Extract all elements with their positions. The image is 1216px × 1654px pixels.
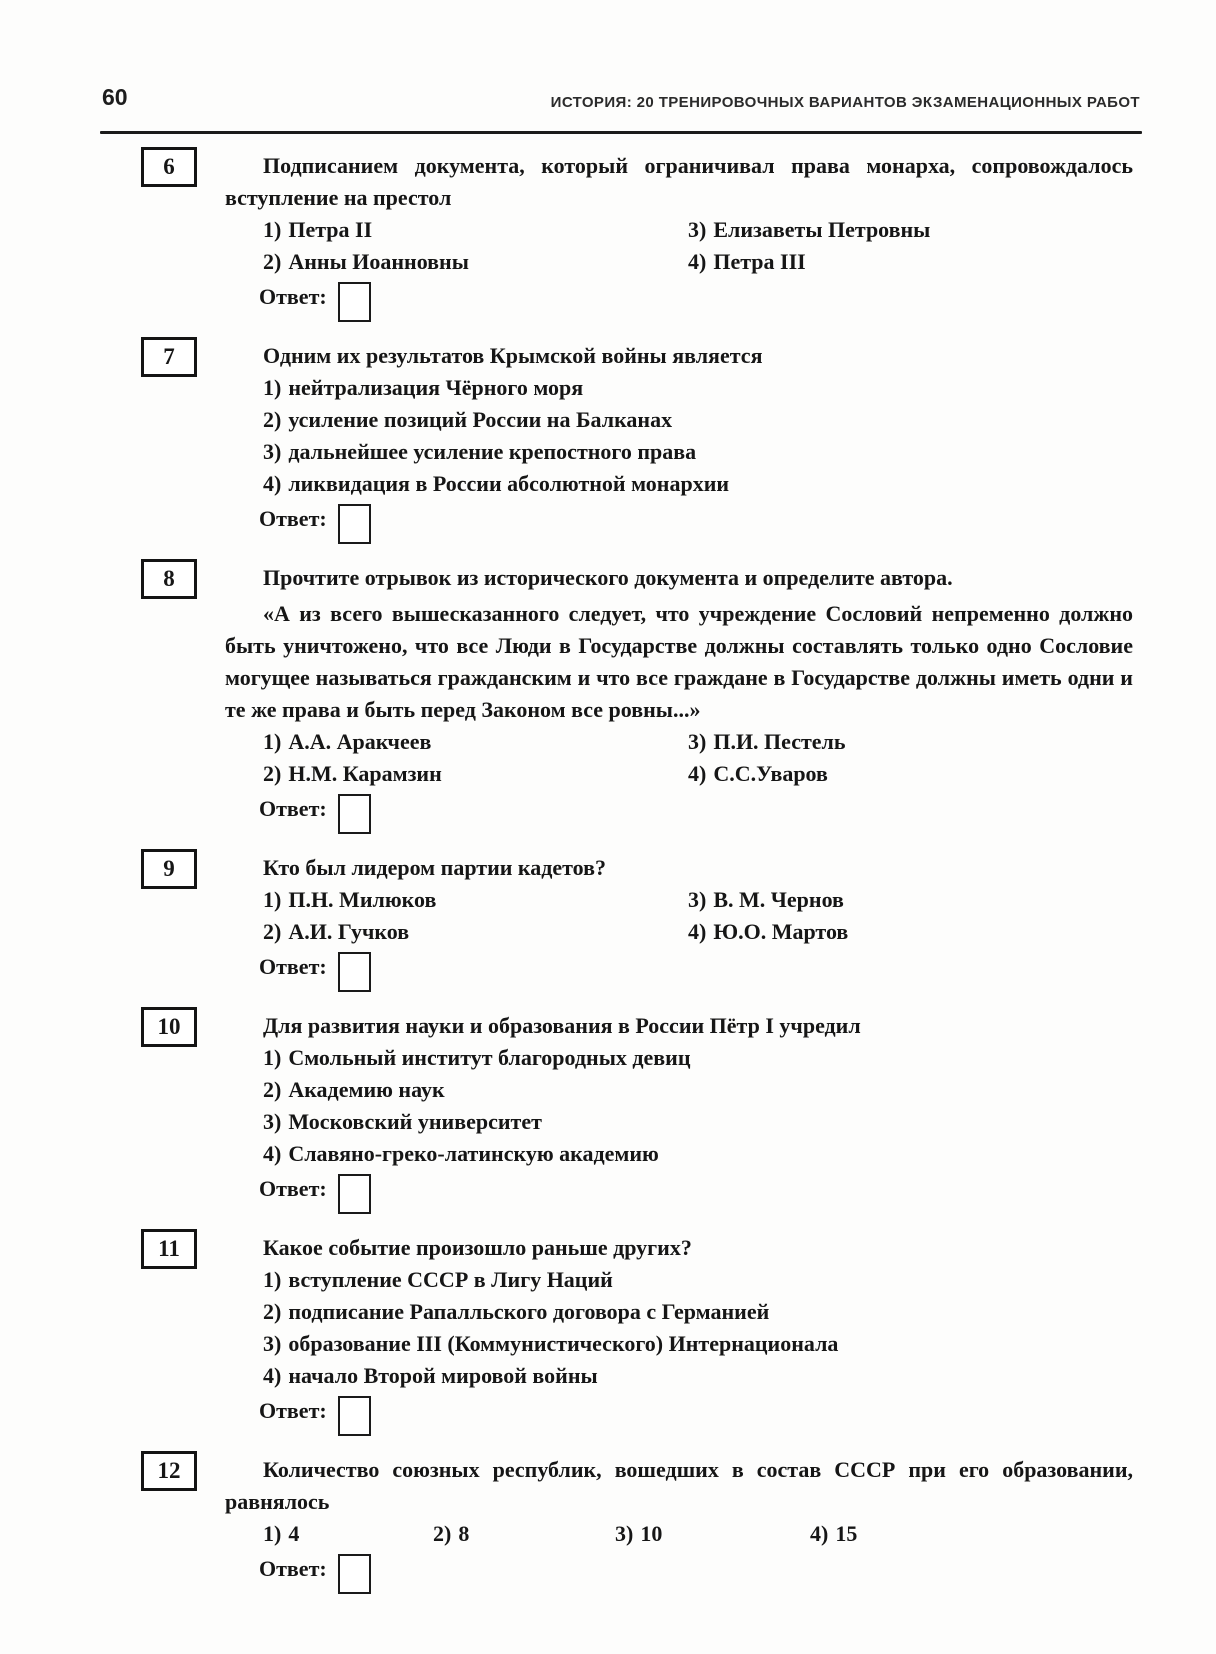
question-body [225, 150, 1133, 322]
answer-row [225, 503, 1133, 544]
option-2 [225, 404, 1133, 436]
option-text: 10 [640, 1521, 663, 1546]
answer-label: Ответ: [259, 796, 327, 821]
header-rule [100, 131, 1142, 134]
question-number-box: 8 [141, 559, 197, 599]
option-text: 15 [835, 1521, 858, 1546]
option-number: 3) [688, 729, 707, 754]
option-4 [688, 916, 1133, 948]
page-number: 60 [102, 84, 128, 110]
options-list [225, 214, 1133, 278]
answer-row [225, 281, 1133, 322]
option-text: вступление СССР в Лигу Наций [288, 1267, 613, 1292]
question-stem: Для развития науки и образования в России Пётр I учредил [263, 1013, 861, 1038]
option-text: усиление позиций России на Балканах [288, 407, 673, 432]
question-10 [141, 1010, 1141, 1214]
option-number: 2) [263, 1077, 282, 1102]
page-header [102, 84, 1140, 111]
option-number: 1) [263, 729, 282, 754]
answer-box [338, 794, 371, 834]
option-text: Московский университет [288, 1109, 542, 1134]
option-1 [225, 1264, 1133, 1296]
question-9 [141, 852, 1141, 992]
option-number: 4) [810, 1521, 829, 1546]
question-stem: Какое событие произошло раньше других? [263, 1235, 692, 1260]
option-text: А.И. Гучков [288, 919, 410, 944]
question-stem: Подписанием документа, который ограничивал права монарха, сопровождалось вступление на престол [225, 153, 1133, 210]
option-text: П.Н. Милюков [288, 887, 437, 912]
option-3 [225, 1106, 1133, 1138]
question-stem: Количество союзных республик, вошедших в состав СССР при его образовании, равнялось [225, 1457, 1133, 1514]
option-2 [263, 916, 688, 948]
option-number: 3) [688, 217, 707, 242]
answer-label: Ответ: [259, 284, 327, 309]
question-7 [141, 340, 1141, 544]
answer-box [338, 1174, 371, 1214]
answer-label: Ответ: [259, 954, 327, 979]
option-text: Ю.О. Мартов [713, 919, 849, 944]
answer-row [225, 1395, 1133, 1436]
option-text: Н.М. Карамзин [288, 761, 442, 786]
question-body [225, 562, 1133, 834]
option-number: 1) [263, 217, 282, 242]
question-number-box: 12 [141, 1451, 197, 1491]
option-text: Славяно-греко-латинскую академию [288, 1141, 659, 1166]
question-stem: Кто был лидером партии кадетов? [263, 855, 607, 880]
option-text: Академию наук [288, 1077, 445, 1102]
option-2 [225, 1074, 1133, 1106]
option-1 [263, 884, 688, 916]
option-number: 3) [263, 1331, 282, 1356]
answer-row [225, 1173, 1133, 1214]
answer-box [338, 282, 371, 322]
answer-box [338, 1396, 371, 1436]
option-number: 2) [433, 1521, 452, 1546]
option-2 [225, 1296, 1133, 1328]
question-number-box: 7 [141, 337, 197, 377]
option-number: 3) [688, 887, 707, 912]
option-3 [225, 436, 1133, 468]
option-3 [688, 214, 1133, 246]
option-text: 8 [458, 1521, 470, 1546]
option-text: образование III (Коммунистического) Интернационала [288, 1331, 839, 1356]
option-4 [688, 246, 1133, 278]
question-number-box: 9 [141, 849, 197, 889]
option-number: 4) [263, 471, 282, 496]
option-number: 4) [263, 1141, 282, 1166]
running-title: ИСТОРИЯ: 20 ТРЕНИРОВОЧНЫХ ВАРИАНТОВ ЭКЗАМЕНАЦИОННЫХ РАБОТ [550, 94, 1140, 111]
option-number: 4) [688, 919, 707, 944]
document-excerpt: «А из всего вышесказанного следует, что учреждение Сословий непременно должно быть уничтожено, что все Люди в Государстве должны составлять только одно Сословие могущее называться гражданским и что все граждане в Государстве должны иметь одни и те же права и быть перед Законом все ровны...» [225, 601, 1133, 722]
questions-area [141, 150, 1141, 1612]
answer-box [338, 1554, 371, 1594]
option-number: 1) [263, 375, 282, 400]
answer-box [338, 952, 371, 992]
question-6 [141, 150, 1141, 322]
option-text: Елизаветы Петровны [713, 217, 931, 242]
option-text: нейтрализация Чёрного моря [288, 375, 584, 400]
question-body [225, 1010, 1133, 1214]
option-text: Смольный институт благородных девиц [288, 1045, 691, 1070]
option-3 [688, 726, 1133, 758]
option-text: 4 [288, 1521, 300, 1546]
answer-label: Ответ: [259, 1556, 327, 1581]
option-1 [263, 1518, 433, 1550]
option-number: 1) [263, 887, 282, 912]
question-body [225, 1232, 1133, 1436]
option-text: Петра III [713, 249, 806, 274]
option-text: дальнейшее усиление крепостного права [288, 439, 697, 464]
option-1 [225, 372, 1133, 404]
option-text: подписание Рапалльского договора с Германией [288, 1299, 770, 1324]
option-number: 4) [688, 249, 707, 274]
option-number: 2) [263, 919, 282, 944]
options-list [225, 726, 1133, 790]
answer-row [225, 951, 1133, 992]
options-list [225, 1518, 1133, 1550]
option-number: 2) [263, 407, 282, 432]
option-number: 3) [263, 1109, 282, 1134]
option-2 [263, 246, 688, 278]
answer-label: Ответ: [259, 1176, 327, 1201]
option-number: 2) [263, 1299, 282, 1324]
option-text: Анны Иоанновны [288, 249, 469, 274]
option-number: 1) [263, 1045, 282, 1070]
option-4 [225, 1360, 1133, 1392]
options-list [225, 372, 1133, 500]
options-list [225, 1264, 1133, 1392]
options-list [225, 884, 1133, 948]
option-3 [225, 1328, 1133, 1360]
option-1 [263, 726, 688, 758]
option-number: 1) [263, 1267, 282, 1292]
option-text: В. М. Чернов [713, 887, 844, 912]
question-number-box: 6 [141, 147, 197, 187]
option-number: 2) [263, 249, 282, 274]
answer-label: Ответ: [259, 1398, 327, 1423]
question-stem: Прочтите отрывок из исторического документа и определите автора. [263, 565, 953, 590]
answer-box [338, 504, 371, 544]
question-body [225, 1454, 1133, 1594]
question-8 [141, 562, 1141, 834]
option-number: 2) [263, 761, 282, 786]
option-3 [615, 1518, 810, 1550]
question-stem: Одним их результатов Крымской войны является [263, 343, 763, 368]
question-12 [141, 1454, 1141, 1594]
option-text: Петра II [288, 217, 373, 242]
question-body [225, 852, 1133, 992]
option-4 [688, 758, 1133, 790]
option-text: А.А. Аракчеев [288, 729, 432, 754]
option-1 [263, 214, 688, 246]
question-body [225, 340, 1133, 544]
option-2 [433, 1518, 615, 1550]
answer-row [225, 793, 1133, 834]
option-number: 3) [263, 439, 282, 464]
answer-row [225, 1553, 1133, 1594]
option-number: 4) [688, 761, 707, 786]
option-1 [225, 1042, 1133, 1074]
options-list [225, 1042, 1133, 1170]
option-number: 3) [615, 1521, 634, 1546]
option-text: ликвидация в России абсолютной монархии [288, 471, 730, 496]
option-3 [688, 884, 1133, 916]
question-number-box: 11 [141, 1229, 197, 1269]
option-4 [225, 1138, 1133, 1170]
option-2 [263, 758, 688, 790]
option-text: начало Второй мировой войны [288, 1363, 598, 1388]
question-number-box: 10 [141, 1007, 197, 1047]
option-4 [810, 1518, 1133, 1550]
answer-label: Ответ: [259, 506, 327, 531]
option-number: 4) [263, 1363, 282, 1388]
option-text: С.С.Уваров [713, 761, 828, 786]
option-text: П.И. Пестель [713, 729, 846, 754]
question-11 [141, 1232, 1141, 1436]
option-number: 1) [263, 1521, 282, 1546]
option-4 [225, 468, 1133, 500]
